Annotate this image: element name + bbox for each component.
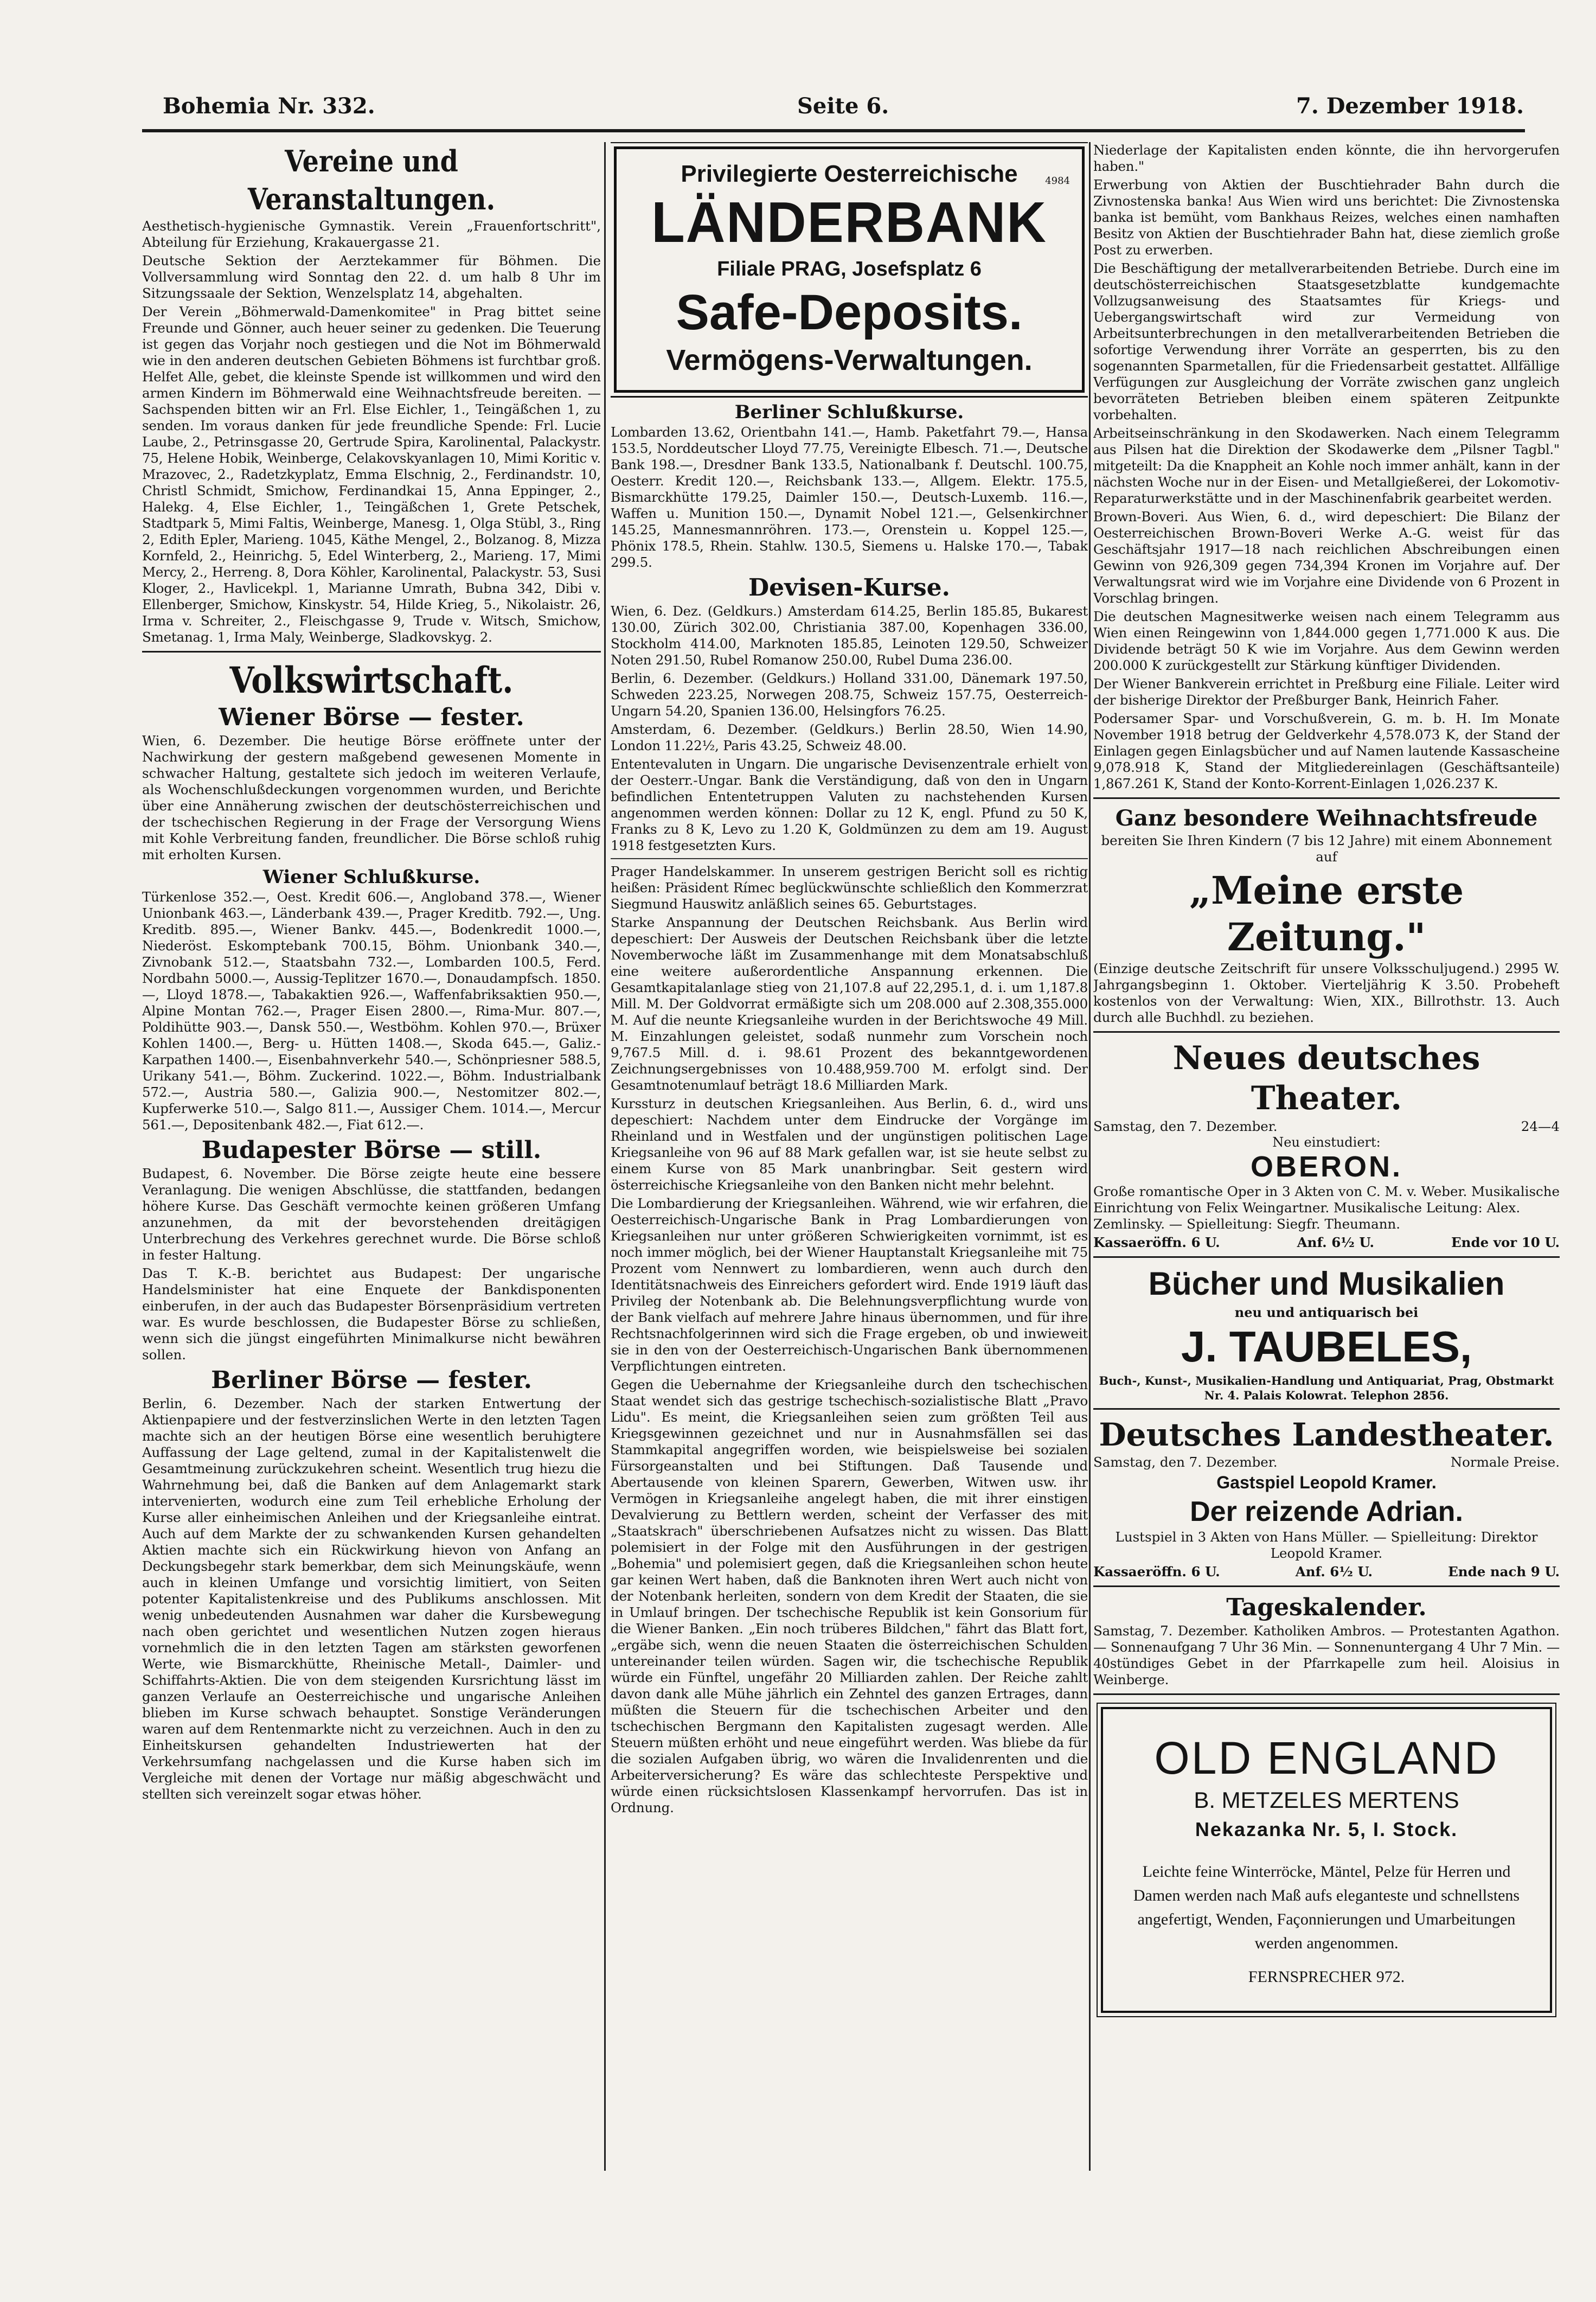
ad-line: Leichte feine Winterröcke, Mäntel, Pelze für Herren und Damen werden nach Maß aufs eleganteste und schnellstens angefertigt, Wenden, Façonnierungen und Umarbeitungen werden angenommen. [1133,1863,1520,1952]
ad-phone: FERNSPRECHER 972. [1248,1968,1405,1986]
article-paragraph: Ententevaluten in Ungarn. Die ungarische Devisenzentrale erhielt von der Oesterr.-Ungar. Bank die Verständigung, daß von den in Ungarn befindlichen Ententetruppen Valuten zu nachstehenden Kursen angenommen werden können: Dollar zu 12 K, engl. Pfund zu 50 K, Franks zu 8 K, Levo zu 1.20 K, Goldmünzen zu dem am 19. August 1918 festgesetzten Kurs. [611,756,1088,853]
ad-date: Samstag, den 7. Dezember. [1093,1454,1278,1470]
article-paragraph: Türkenlose 352.—, Oest. Kredit 606.—, Angloband 378.—, Wiener Unionbank 463.—, Länderbank 439.—, Prager Kreditb. 792.—, Ung. Kreditb. 895.—, Wiener Bankv. 445.—, Bodenkredit 1000.—, Niederöst. Eskomptebank 700.15, Böhm. Unionbank 340.—, Zivnobank 512.—, Staatsbahn 732.—, Lombarden 100.5, Ferd. Nordbahn 5000.—, Aussig-Teplitzer 1670.—, Donaudampfsch. 1850.—, Lloyd 1878.—, Tabakaktien 926.—, Waffenfabriksaktien 950.—, Alpine Montan 762.—, Prager Eisen 2800.—, Rima-Mur. 807.—, Poldihütte 903.—, Dansk 550.—, Westböhm. Kohlen 970.—, Brüxer Kohlen 1400.—, Berg- u. Hütten 1408.—, Skoda 645.—, Galiz.-Karpathen 1400.—, Eisenbahnverkehr 540.—, Schönpriesner 588.5, Urikany 541.—, Böhm. Zuckerind. 1022.—, Böhm. Industrialbank 572.—, Austria 580.—, Galizia 900.—, Nestomitzer 802.—, Kupferwerke 510.—, Salgo 811.—, Aussiger Chem. 1014.—, Mercur 561.—, Depositenbank 482.—, Fiat 612.—. [142,889,601,1133]
article-paragraph: Gegen die Uebernahme der Kriegsanleihe durch den tschechischen Staat wendet sich das gestrige tschechisch-sozialistische Blatt „Pravo Lidu". Es meint, die Kriegsanleihen seien zum größten Teil aus Kriegsgewinnen gezeichnet und nur in Ausnahmsfällen sei das Stammkapital angegriffen worden, wie beispielsweise bei sozialen Fürsorgeanstalten und bei Stiftungen. Daß Tausende und Abertausende von kleinen Sparern, Gewerben, Witwen usw. ihr Vermögen in Kriegsanleihe angelegt haben, die mit ihrer einstigen Devalvierung zu Bettlern werden, scheint der Verfasser des mit „Staatskrach" überschriebenen Aufsatzes nicht zu wissen. Das Blatt polemisiert in der Folge mit den Ausführungen in der gestrigen „Bohemia" und polemisiert gegen, daß die Kriegsanleihen schon heute gar keinen Wert haben, daß die Banknoten ihren Wert auch nicht von der Notenbank herleiten, sondern von dem Kredit der Staaten, die sie in Umlauf bringen. Der tschechische Republik ist kein Gonsorium für die Wiener Banken. „Ein noch trüberes Bildchen," fährt das Blatt fort, „ergäbe sich, wenn die neuen Staaten die österreichischen Schulden untereinander teilen würden. Sagen wir, die tschechische Republik würde ein Fünftel, ungefähr 20 Milliarden zahlen. Der Reiche zahlt davon dank alle Mühe jährlich ein Zehntel des ganzen Ertrages, dann müßten die Steuern für die tschechischen Arbeiter und den tschechischen Bergmann den Kapitalisten zugesagt werden. Alle Steuern müßten erhöht und neue eingeführt werden. Was bliebe da für die sozialen Aufgaben übrig, wo wären die Invalidenrenten und die Arbeiterversicherung? Es wäre das schlechteste Perspektive und würde einen rücksichtslosen Klassenkampf hervorrufen. Das ist in Ordnung. [611,1377,1088,1815]
ad-line: Große romantische Oper in 3 Akten von C. M. v. Weber. Musikalische Einrichtung von Felix Weingartner. Musikalische Leitung: Alex. Zemlinsky. — Spielleitung: Siegfr. Theumann. [1093,1184,1560,1232]
section-divider [142,651,601,653]
ad-line: neu und antiquarisch bei [1234,1305,1419,1320]
ad-headline: „Meine erste Zeitung." [1189,868,1464,960]
ad-ende: Ende vor 10 U. [1451,1235,1560,1250]
ad-line: bereiten Sie Ihren Kindern (7 bis 12 Jahre) mit einem Abonnement auf [1101,833,1552,865]
old-england-ad [1101,1707,1552,2013]
article-paragraph: Lombarden 13.62, Orientbahn 141.—, Hamb. Paketfahrt 79.—, Hansa 153.5, Norddeutscher Lloyd 77.75, Vereinigte Elbesch. 71.—, Deutsche Bank 198.—, Dresdner Bank 133.5, Nationalbank f. Deutschl. 100.75, Oesterr. Kredit 120.—, Reichsbank 133.—, Allgem. Elektr. 175.5, Bismarckhütte 179.25, Daimler 150.—, Deutsch-Luxemb. 116.—, Waffen u. Munition 150.—, Dynamit Nobel 121.—, Gelsenkirchner 145.25, Mannesmannröhren. 173.—, Orenstein u. Koppel 125.—, Phönix 178.5, Rhein. Stahlw. 130.5, Siemens u. Halske 170.—, Tabak 299.5. [611,424,1088,570]
issue-date: 7. Dezember 1918. [1296,93,1524,119]
article-paragraph: Die Beschäftigung der metallverarbeitenden Betriebe. Durch eine im deutschösterreichischen Staatsgesetzblatte kundgemachte Vollzugsanweisung des Staatsamtes für Kriegs- und Uebergangswirtschaft wird zur Vermeidung von Arbeitsunterbrechungen in den metallverarbeitenden Betrieben die sofortige Verwendung ihrer Vorräte an gesperrten, bis zu den sogenannten Sparmetallen, für die Friedensarbeit gestattet. Allfällige Verfügungen zur Ausgleichung der Vorräte zwischen ganz ungleich bevorräteten Betrieben bleiben einem späteren Zeitpunkte vorbehalten. [1093,260,1560,423]
issue-number: Bohemia Nr. 332. [163,93,375,119]
ad-headline: Der reizende Adrian. [1190,1496,1463,1527]
landestheater-ad [1093,1415,1560,1580]
ad-headline: Neues deutsches Theater. [1172,1039,1480,1117]
section-title-vereine: Vereine und Veranstaltungen. [247,144,496,216]
ad-line: (Einzige deutsche Zeitschrift für unsere Volksschuljugend.) 2995 W. Jahrgangsbeginn 1. Oktober. Vierteljährig K 3.50. Probeheft kostenlos von der Verwaltung: Wien, XIX., Billrothstr. 13. Auch durch alle Buchhdl. zu beziehen. [1093,961,1560,1025]
article-paragraph: Budapest, 6. November. Die Börse zeigte heute eine bessere Veranlagung. Die wenigen Abschlüsse, die stattfanden, bedangen höhere Kurse. Das Geschäft vermochte keinen größeren Umfang anzunehmen, da mit der bevorstehenden dreitägigen Unterbrechung des Verkehres gerechnet wurde. Die Börse schloß in fester Haltung. [142,1166,601,1263]
article-paragraph: Die deutschen Magnesitwerke weisen nach einem Telegramm aus Wien einen Reingewinn von 1,844.000 gegen 1,771.000 K aus. Die Dividende beträgt 50 K wie im Vorjahre. Aus dem Gewinn werden 200.000 K zurückgestellt zur Stärkung künftiger Dividenden. [1093,609,1560,673]
ad-line: Lustspiel in 3 Akten von Hans Müller. — Spielleitung: Direktor Leopold Kramer. [1115,1529,1538,1561]
section-divider [1093,1031,1560,1033]
article-paragraph: Podersamer Spar- und Vorschußverein, G. m. b. H. Im Monate November 1918 betrug der Geldverkehr 4,578.073 K, der Stand der Einlagen gegen Einlagsbücher und auf Namen lautende Kassascheine 9,078.918 K, Stand der Mitgliedereinlagen (Geschäftsanteile) 1,867.261 K, Stand der Konto-Korrent-Einlagen 1,026.237 K. [1093,711,1560,791]
ad-line: B. METZELES MERTENS [1194,1787,1459,1813]
ad-code: 24—4 [1521,1118,1560,1134]
column-3 [1093,142,1560,2171]
ad-row [1093,1118,1560,1135]
article-paragraph: Amsterdam, 6. Dezember. (Geldkurs.) Berlin 28.50, Wien 14.90, London 11.22½, Paris 43.25, Schweiz 48.00. [611,721,1088,753]
ad-line: Neu einstudiert: [1272,1135,1381,1150]
ad-address: Nekazanka Nr. 5, I. Stock. [1195,1818,1458,1840]
article-paragraph: Niederlage der Kapitalisten enden könnte, die ihn hervorgerufen haben." [1093,142,1560,174]
article-title-devisen: Devisen-Kurse. [748,574,950,602]
article-paragraph: Kurssturz in deutschen Kriegsanleihen. Aus Berlin, 6. d., wird uns depeschiert: Nachdem unter dem Eindrucke der Vorgänge im Rheinland und in Westfalen und der ungünstigen politischen Lage Kriegsanleihe von 96 auf 88 Mark gefallen war, ist sie heute selbst zu einem Kurse von 85 Mark unanbringbar. Seit gestern wird österreichische Kriegsanleihe von den Banken nicht mehr belehnt. [611,1096,1088,1193]
ad-kasse: Kassaeröffn. 6 U. [1093,1235,1220,1250]
ad-line: Filiale PRAG, Josefsplatz 6 [717,258,982,280]
column-1 [142,142,601,2171]
article-paragraph: Das T. K.-B. berichtet aus Budapest: Der ungarische Handelsminister hat eine Enquete der Bankdisponenten einberufen, in der auch das Budapester Börsenpräsidium vertreten war. Es wurde beschlossen, die Budapester Börse zu schließen, wenn sich die jüngst eingeführten Minimalkurse nicht bewähren sollen. [142,1265,601,1363]
section-divider [1093,797,1560,799]
article-title-wien-schluss: Wiener Schlußkurse. [262,866,480,888]
article-paragraph: Berlin, 6. Dezember. Nach der starken Entwertung der Aktienpapiere und der festverzinslichen Werte in den letzten Tagen machte sich an der heutigen Börse eine wesentlich beruhigtere Auffassung der Lage geltend, zumal in der Kapitalistenwelt die Gesamtmeinung zurückzukehren scheint. Wesentlich trug hiezu die Wahrnehmung bei, daß die Banken auf dem Anlagemarkt stark intervenierten, wodurch eine zum Teil erhebliche Erholung der Kurse aller einheimischen Anleihen und der Kriegsanleihe eintrat. Auch auf dem Markte der zu schwankenden Kursen gehandelten Aktien machte sich ein Rückwirkung hievon von Anfang an Deckungsbegehr stark bemerkbar, dem sich Meinungskäufe, wenn auch in kleinen Umfange und vorsichtig limitiert, von Seiten potenter Kapitalistenkreise und des Publikums anschlossen. Mit wenig unbedeutenden Ausnahmen war daher die Kursbewegung nach oben gerichtet und wesentlichen Nutzen zogen hieraus vornehmlich die in den letzten Tagen am stärksten geworfenen Werte, wie Bismarckhütte, Rheinische Metall-, Daimler- und Schiffahrts-Aktien. Die von dem steigenden Kursrichtung lässt im ganzen Verlaufe an Oesterreichische und ungarische Anleihen blieben im Kurse schwach behauptet. Sonstige Veränderungen waren auf dem Rentenmarkte nicht zu verzeichnen. Auch in den zu Einheitskursen gehandelten Industriewerten hat der Verkehrsumfang nachgelassen und die Kurse haben sich im Vergleiche mit denen der Vortage nur mäßig abgeschwächt und stellten sich vereinzelt sogar etwas höher. [142,1396,601,1802]
neues-theater-ad [1093,1038,1560,1251]
article-paragraph: Wien, 6. Dez. (Geldkurs.) Amsterdam 614.25, Berlin 185.85, Bukarest 130.00, Zürich 302.00, Christiania 387.00, Kopenhagen 336.00, Stockholm 414.00, Marknoten 185.85, Leinoten 129.50, Schweizer Noten 291.50, Rubel Romanow 250.00, Rubel Duma 236.00. [611,603,1088,668]
article-paragraph: Wien, 6. Dezember. Die heutige Börse eröffnete unter der Nachwirkung der gestern maßgebend gewesenen Momente in schwacher Haltung, gestaltete sich jedoch im weiteren Verlaufe, als Wochenschlußdeckungen vorgenommen wurden, und Berichte über eine Annäherung zwischen der deutschösterreichischen und der tschechischen Regierung in der Frage der Versorgung Wiens mit Kohle Verbreitung fanden, freundlicher. Die Börse schloß ruhig mit erholten Kursen. [142,733,601,862]
article-title-tageskalender: Tageskalender. [1226,1594,1427,1621]
article-title-budapest: Budapester Börse — still. [201,1136,542,1164]
section-divider [1093,1256,1560,1258]
article-title-berlin-schluss: Berliner Schlußkurse. [734,401,964,423]
laenderbank-ad [614,146,1085,393]
article-paragraph: Der Wiener Bankverein errichtet in Preßburg eine Filiale. Leiter wird der bisherige Direktor der Preßburger Bank, Heinrich Faher. [1093,676,1560,708]
section-title-volkswirtschaft: Volkswirtschaft. [229,659,514,701]
header-rule [142,129,1525,132]
ad-row [1093,1564,1560,1580]
section-divider [611,858,1088,859]
article-paragraph: Arbeitseinschränkung in den Skodawerken. Nach einem Telegramm aus Pilsen hat die Direktion der Skodawerke dem „Pilsner Tagbl." mitgeteilt: Da die Knappheit an Kohle noch immer anhält, kann in der nächsten Woche nur in der Eisen- und Metallgießerei, der Lokomotiv-Reparaturwerkstätte und in der Maschinenfabrik gearbeitet werden. [1093,425,1560,506]
ad-kasse: Kassaeröffn. 6 U. [1093,1564,1220,1580]
ad-date: Samstag, den 7. Dezember. [1093,1118,1278,1134]
ad-line: Buch-, Kunst-, Musikalien-Handlung und Antiquariat, Prag, Obstmarkt Nr. 4. Palais Kolowrat. Telephon 2856. [1099,1374,1554,1402]
ad-headline: OLD ENGLAND [1154,1732,1499,1783]
meine-erste-zeitung-ad [1093,804,1560,1026]
ad-line: Vermögens-Verwaltungen. [666,344,1033,376]
article-paragraph: Der Verein „Böhmerwald-Damenkomitee" in Prag bittet seine Freunde und Gönner, auch heuer seiner zu gedenken. Die Teuerung ist gegen das Vorjahr noch gestiegen und die Not im Böhmerwald wie in den anderen deutschen Gebieten Böhmens ist furchtbar groß. Helfet Alle, gebet, die kleinste Spende ist willkommen und wird den armen Kindern im Böhmerwald eine Weihnachtsfreude bereiten. — Sachspenden bitten wir an Frl. Else Eichler, 1., Teingäßchen 1, zu senden. Im voraus danken für jede freundliche Spende: Frl. Lucie Laube, 2., Petrinsgasse 20, Gertrude Spira, Karolinental, Palackystr. 75, Helene Hobik, Weinberge, Celakovskyanlagen 10, Mimi Koritic v. Mrazovec, 2., Radetzkyplatz, Emma Elschnig, 2., Ferdinandstr. 10, Christl Schmidt, Smichow, Ferdinandkai 15, Anna Eppinger, 2., Halekg. 4, Else Eichler, 1., Teingäßchen 1, Grete Petschek, Stadtpark 5, Mimi Faltis, Weinberge, Manesg. 1, Olga Stübl, 3., Ring 2, Edith Epler, Marieng. 1045, Käthe Mengel, 2., Bolzanog. 8, Mizza Kornfeld, 2., Heinrichg. 5, Edel Winterberg, 2., Marieng. 17, Mimi Mercy, 2., Herreng. 8, Dora Köhler, Karolinental, Palackystr. 53, Susi Kloger, 2., Havlicekpl. 1, Marianne Umrath, Bubna 342, Dibi v. Ellenberger, Smichow, Kinskystr. 54, Hilde Krieg, 5., Nikolaistr. 26, Irma v. Schreiter, 2., Fleischgasse 9, Trude v. Witsch, Smichow, Smetanag. 1, Irma Maly, Weinberge, Sladkovskyg. 2. [142,304,601,645]
ad-code: 4984 [1045,175,1070,187]
ad-anfang: Anf. 6½ U. [1297,1235,1374,1250]
ad-headline: OBERON. [1250,1150,1403,1183]
column-rule [604,142,606,2171]
ad-ende: Ende nach 9 U. [1448,1564,1560,1580]
article-paragraph: Aesthetisch-hygienische Gymnastik. Verein „Frauenfortschritt", Abteilung für Erziehung, Krakauergasse 21. [142,218,601,250]
article-paragraph: Prager Handelskammer. In unserem gestrigen Bericht soll es richtig heißen: Präsident Rímec beglückwünschte schließlich den Kommerzrat Siegmund Hauswitz anläßlich seines 65. Geburtstages. [611,864,1088,912]
ad-row [1093,1235,1560,1251]
article-paragraph: Starke Anspannung der Deutschen Reichsbank. Aus Berlin wird depeschiert: Der Ausweis der Deutschen Reichsbank über die letzte Novemberwoche läßt im Zusammenhange mit dem Monatsabschluß eine weitere außerordentliche Anspannung erkennen. Die Gesamtkapitalanlage stieg von 21,107.8 auf 22,295.1, d. i. um 1,187.8 Mill. M. Der Goldvorrat ermäßigte sich um 208.000 auf 2.308,355.000 M. Auf die neunte Kriegsanleihe wurden in der Berichtswoche 49 Mill. M. Einzahlungen geleistet, sodaß nunmehr zum Vorschein noch 9,767.5 Mill. d. i. 98.61 Prozent des bekanntgewordenen Zeichnungsergebnisses von 10.488,959.700 M. erfolgt sind. Der Gesamtnotenumlauf beträgt 18.6 Milliarden Mark. [611,915,1088,1093]
article-title-berlin: Berliner Börse — fester. [211,1366,532,1394]
ad-headline: LÄNDERBANK [651,190,1047,254]
section-divider [1093,1408,1560,1410]
section-divider [1093,1693,1560,1695]
ad-headline: Bücher und Musikalien [1148,1265,1505,1302]
ad-anfang: Anf. 6½ U. [1295,1564,1373,1580]
page-header [163,93,1524,126]
article-title-wien: Wiener Börse — fester. [219,704,524,731]
ad-line: Privilegierte Oesterreichische [681,161,1018,187]
ad-line: Gastspiel Leopold Kramer. [1216,1473,1437,1492]
article-paragraph: Deutsche Sektion der Aerztekammer für Böhmen. Die Vollversammlung wird Sonntag den 22. d. um halb 8 Uhr im Sitzungssaale der Sektion, Wenzelsplatz 14, abgehalten. [142,253,601,301]
column-2 [611,142,1088,2171]
article-paragraph: Erwerbung von Aktien der Buschtiehrader Bahn durch die Zivnostenska banka! Aus Wien wird uns berichtet: Die Zivnostenska banka ist bemüht, vom Bankhaus Reizes, welches einen namhaften Besitz von Aktien der Buschtiehrader Bahn hat, diese ziemlich große Post zu erwerben. [1093,177,1560,258]
article-paragraph: Samstag, 7. Dezember. Katholiken Ambros. — Protestanten Agathon. — Sonnenaufgang 7 Uhr 36 Min. — Sonnenuntergang 4 Uhr 7 Min. — 40stündiges Gebet in der Pfarrkapelle zum heil. Aloisius in Weinberge. [1093,1623,1560,1687]
page-number: Seite 6. [797,93,889,119]
section-divider [1093,1585,1560,1587]
ad-headline: Deutsches Landestheater. [1099,1416,1554,1453]
article-paragraph: Die Lombardierung der Kriegsanleihen. Während, wie wir erfahren, die Oesterreichisch-Ungarische Bank in Prag Lombardierungen von Kriegsanleihen nur unter größeren Schwierigkeiten vornimmt, ist es noch immer möglich, bei der Wiener Hauptanstalt Kriegsanleihe mit 75 Prozent vom Nennwert zu lombardieren, wenn auch durch den Identitätsnachweis des Einreichers gefordert wird. Ende 1919 läuft das Privileg der Notenbank ab. Die Belehnungsverpflichtung wurde von der Bank vielfach auf mehrere Jahre hinaus übernommen, und für ihre Rechtsnachfolgerinnen wird sich die Frage ergeben, ob und inwieweit sie in den von der Oesterreichisch-Ungarischen Bank übernommenen Verpflichtungen eintreten. [611,1195,1088,1374]
ad-prices: Normale Preise. [1450,1454,1560,1470]
article-paragraph: Berlin, 6. Dezember. (Geldkurs.) Holland 331.00, Dänemark 197.50, Schweden 223.25, Norwegen 208.75, Schweiz 157.75, Oesterreich-Ungarn 54.20, Spanien 136.00, Helsingfors 76.25. [611,670,1088,719]
ad-headline: Ganz besondere Weihnachtsfreude [1115,805,1538,831]
taubeles-ad [1093,1263,1560,1403]
ad-row [1093,1454,1560,1470]
ad-headline: Safe-Deposits. [676,285,1023,340]
ad-headline: J. TAUBELES, [1181,1322,1472,1371]
column-rule [1089,142,1091,2171]
article-paragraph: Brown-Boveri. Aus Wien, 6. d., wird depeschiert: Die Bilanz der Oesterreichischen Brown-Boveri Werke A.-G. weist für das Geschäftsjahr 1917—18 nach reichlichen Abschreibungen einen Gewinn von 926,309 gegen 734,394 Kronen im Vorjahre auf. Der Verwaltungsrat wird wie im Vorjahre eine Dividende von 6 Prozent in Vorschlag bringen. [1093,509,1560,606]
